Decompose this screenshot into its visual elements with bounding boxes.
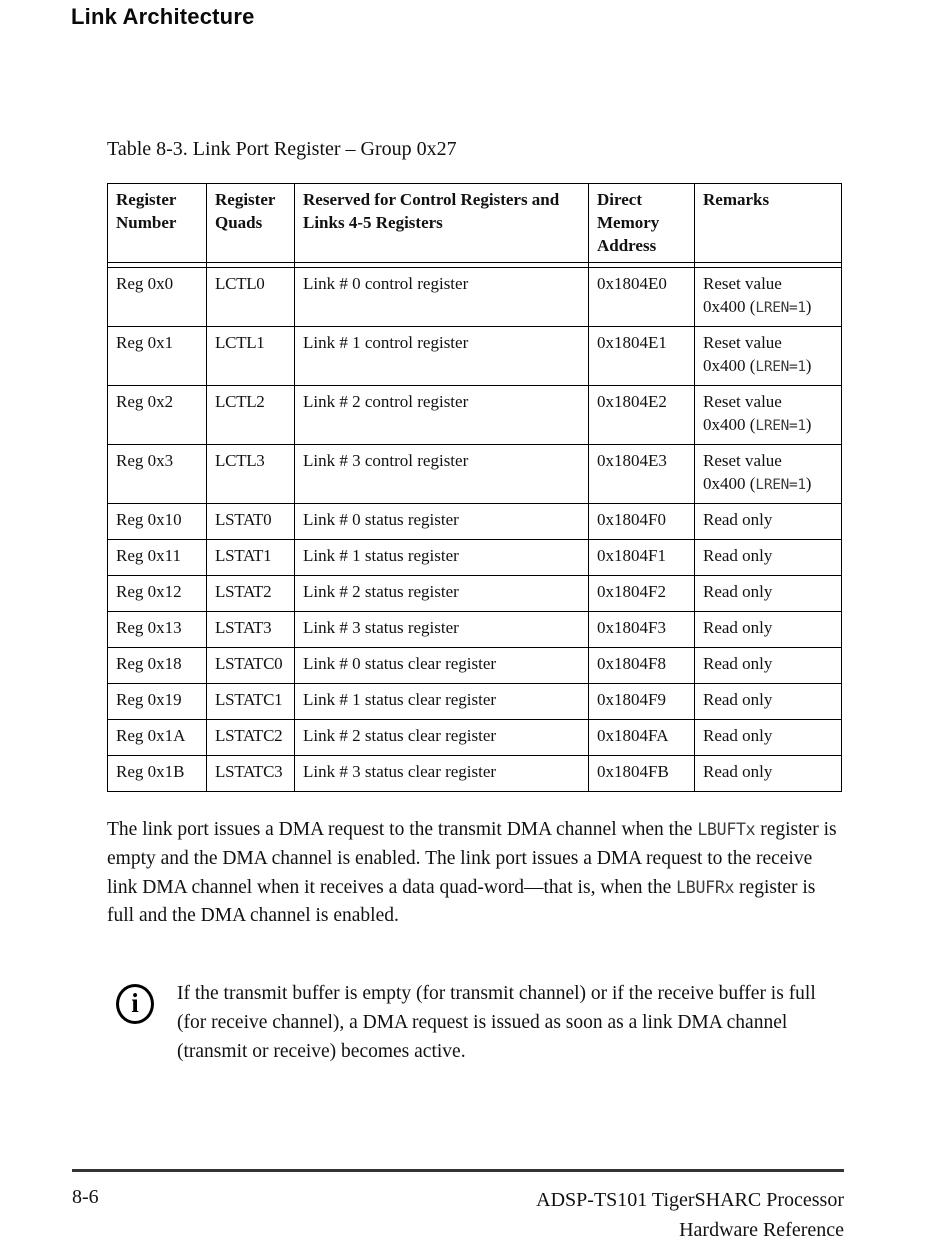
remarks-cell [695,648,842,684]
remarks-cell [695,612,842,648]
header-reserved: Reserved for Control Registers and Links 4-5 Registers [295,184,589,263]
register-quad-cell: LSTATC2 [207,720,295,756]
address-cell: 0x1804F1 [589,540,695,576]
register-quad-cell: LSTATC3 [207,756,295,792]
text-run: ) [805,297,812,316]
description-cell: Link # 3 status register [295,612,589,648]
description-cell: Link # 3 control register [295,445,589,504]
section-heading: Link Architecture [71,4,255,29]
remarks-cell [695,268,842,327]
register-quad-cell: LSTATC0 [207,648,295,684]
text-run: 0x400 ( [703,415,756,434]
mono-register-name: LREN=1 [755,418,806,434]
address-cell: 0x1804F8 [589,648,695,684]
text-run: Read only [703,618,773,637]
register-number-cell: Reg 0x1 [108,327,207,386]
table-row [108,648,842,684]
address-cell: 0x1804E2 [589,386,695,445]
table-row [108,612,842,648]
text-run: 0x400 ( [703,356,756,375]
register-quad-cell: LCTL2 [207,386,295,445]
description-cell: Link # 0 status register [295,504,589,540]
text-run: Read only [703,546,773,565]
description-cell: Link # 1 control register [295,327,589,386]
register-quad-cell: LSTAT0 [207,504,295,540]
info-icon-glyph: i [131,987,139,1018]
register-table [107,183,842,792]
text-run: register is empty and the DMA channel is enabled. The link port issues a DMA request to the receive link DMA channel when it receives a data quad-word—that is, when the [107,819,837,898]
table-row [108,504,842,540]
register-quad-cell: LSTAT3 [207,612,295,648]
text-run: Reset value [703,274,782,293]
text-run: Reset value [703,392,782,411]
text-run: The link port issues a DMA request to the transmit DMA channel when the [107,819,698,840]
text-run: Read only [703,654,773,673]
address-cell: 0x1804FA [589,720,695,756]
info-icon [116,984,154,1024]
register-quad-cell: LSTAT2 [207,576,295,612]
register-number-cell: Reg 0x2 [108,386,207,445]
address-cell: 0x1804F2 [589,576,695,612]
address-cell: 0x1804E3 [589,445,695,504]
table-row [108,576,842,612]
table-row [108,756,842,792]
remarks-cell [695,720,842,756]
remarks-cell [695,756,842,792]
footer-book-title [536,1186,844,1245]
text-run: 0x400 ( [703,297,756,316]
address-cell: 0x1804E1 [589,327,695,386]
text-run: 0x400 ( [703,474,756,493]
text-run: Reset value [703,451,782,470]
table-caption: Table 8-3. Link Port Register – Group 0x27 [107,138,457,160]
table-row [108,540,842,576]
remarks-cell [695,386,842,445]
description-cell: Link # 2 status clear register [295,720,589,756]
footer-book-subtitle-line: Hardware Reference [679,1218,844,1241]
footer-book-title-line: ADSP-TS101 TigerSHARC Processor [536,1189,844,1211]
remarks-cell [695,445,842,504]
description-cell: Link # 2 status register [295,576,589,612]
header-register-number: Register Number [108,184,207,263]
mono-register-name: LREN=1 [755,477,806,493]
description-cell: Link # 0 status clear register [295,648,589,684]
register-quad-cell: LCTL3 [207,445,295,504]
description-cell: Link # 1 status register [295,540,589,576]
text-run: Read only [703,510,773,529]
text-run: Read only [703,582,773,601]
text-run: ) [805,474,812,493]
header-remarks: Remarks [695,184,842,263]
description-cell: Link # 3 status clear register [295,756,589,792]
register-number-cell: Reg 0x12 [108,576,207,612]
description-cell: Link # 1 status clear register [295,684,589,720]
address-cell: 0x1804F9 [589,684,695,720]
address-cell: 0x1804FB [589,756,695,792]
description-cell: Link # 0 control register [295,268,589,327]
register-number-cell: Reg 0x13 [108,612,207,648]
text-run: ) [805,415,812,434]
mono-register-name: LBUFRx [676,877,735,897]
mono-register-name: LREN=1 [755,300,806,316]
register-number-cell: Reg 0x11 [108,540,207,576]
register-number-cell: Reg 0x10 [108,504,207,540]
body-paragraph [107,816,844,931]
table-row [108,684,842,720]
register-quad-cell: LSTATC1 [207,684,295,720]
remarks-cell [695,504,842,540]
header-register-quads: Register Quads [207,184,295,263]
table-row [108,386,842,445]
footer-page-number: 8-6 [72,1186,99,1208]
text-run: register is full and the DMA channel is enabled. [107,876,816,927]
remarks-cell [695,327,842,386]
header-direct-memory-address: Direct Memory Address [589,184,695,263]
text-run: ) [805,356,812,375]
text-run: Reset value [703,333,782,352]
description-cell: Link # 2 control register [295,386,589,445]
text-run: Read only [703,726,773,745]
table-row [108,268,842,327]
table-row [108,445,842,504]
footer-rule [72,1169,844,1172]
table-header-row [108,184,842,263]
mono-register-name: LREN=1 [755,359,806,375]
remarks-cell [695,576,842,612]
register-number-cell: Reg 0x0 [108,268,207,327]
address-cell: 0x1804F0 [589,504,695,540]
register-number-cell: Reg 0x1B [108,756,207,792]
remarks-cell [695,540,842,576]
register-quad-cell: LSTAT1 [207,540,295,576]
address-cell: 0x1804F3 [589,612,695,648]
table-row [108,327,842,386]
address-cell: 0x1804E0 [589,268,695,327]
mono-register-name: LBUFTx [697,820,756,839]
register-quad-cell: LCTL1 [207,327,295,386]
note-text: If the transmit buffer is empty (for transmit channel) or if the receive buffer is full (for receive channel), a DMA request is issued as soon as a link DMA channel (transmit or receive) becomes active. [177,983,816,1062]
register-number-cell: Reg 0x1A [108,720,207,756]
register-number-cell: Reg 0x18 [108,648,207,684]
register-number-cell: Reg 0x3 [108,445,207,504]
register-quad-cell: LCTL0 [207,268,295,327]
text-run: Read only [703,690,773,709]
remarks-cell [695,684,842,720]
table-row [108,720,842,756]
text-run: Read only [703,762,773,781]
register-number-cell: Reg 0x19 [108,684,207,720]
